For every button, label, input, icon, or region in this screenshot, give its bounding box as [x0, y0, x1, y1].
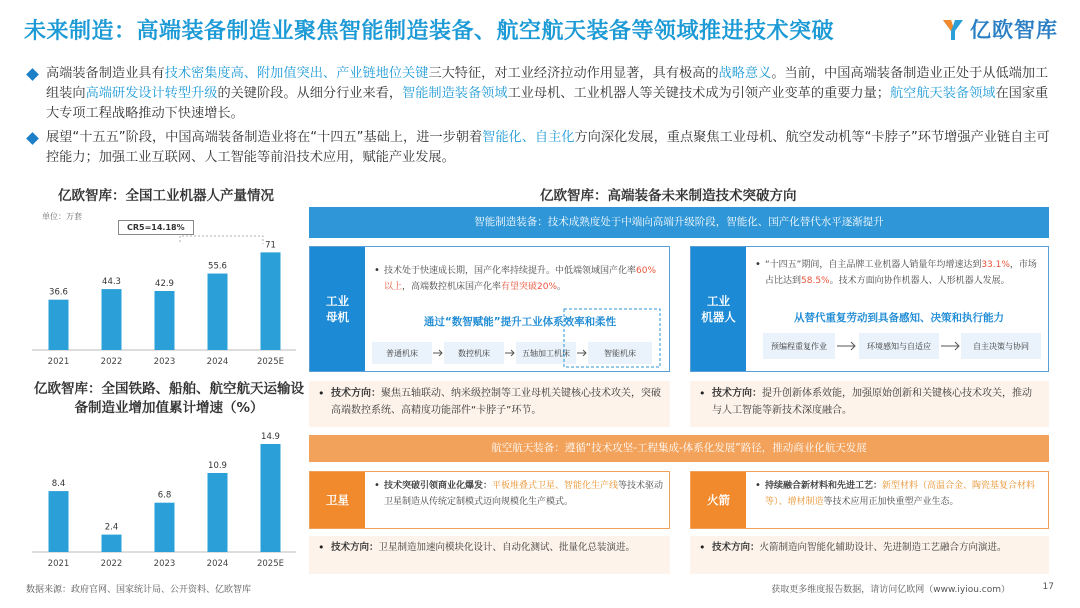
desc-text: ，市场占比达到: [765, 260, 1037, 286]
industrial-robot-desc: [753, 257, 1043, 289]
industrial-robot-label: [691, 247, 746, 371]
machine-arrows: [370, 305, 670, 371]
step-cnc-machine: 数控机床: [444, 342, 504, 364]
step-preprogrammed: 预编程重复作业: [763, 333, 835, 359]
data-label: 55.6: [208, 261, 227, 272]
machine-tool-subhead: 通过“数智赋能”提升工业体系效率和柔性: [423, 316, 617, 328]
step-smart-machine: 智能机床: [588, 342, 652, 364]
satellite-card: [309, 471, 670, 529]
rocket-card: [690, 471, 1049, 529]
industrial-robot-direction: [690, 381, 1049, 427]
page-title: 未来制造：高端装备制造业聚焦智能制造装备、航空航天装备等领域推进技术突破: [24, 19, 835, 44]
cr5-annotation: CR5=14.18%: [118, 220, 194, 235]
body-text: 展望“十五五”阶段，中国高端装备制造业将在“十四五”基础上，进一步朝着: [46, 130, 483, 145]
bullet-text: [46, 66, 1048, 121]
body-text: 在国家重大专项工程战略推动下快速增长。: [46, 86, 1049, 121]
highlight-text: 高端研发设计转型升级: [85, 86, 218, 101]
body-text: 。当前，中国高端装备制造业正处于从低端加工组装向: [46, 66, 1049, 101]
data-label: 42.9: [155, 279, 174, 290]
right-heading: 亿欧智库：高端装备未来制造技术突破方向: [540, 188, 797, 204]
bullet-dot-icon: •: [318, 387, 325, 400]
intro-bullets: [26, 64, 1058, 172]
bullet-dot-icon: •: [699, 387, 706, 400]
brand-logo: [940, 14, 1058, 44]
desc-text: 等技术应用正加快重塑产业生态。: [823, 497, 959, 507]
label-line: 工业: [707, 294, 730, 308]
robot-output-chart: [26, 232, 296, 372]
diamond-bullet-icon: [26, 68, 39, 81]
direction-label: 技术方向：: [331, 542, 379, 553]
diamond-bullet-icon: [26, 132, 39, 145]
desc-text: 技术处于快速成长期，国产化率持续提升。中低端领域国产化率: [384, 266, 637, 276]
desc-text: “十四五”期间，自主品牌工业机器人销量年均增速达到: [765, 260, 982, 270]
transport-growth-chart: [26, 420, 296, 575]
data-label: 44.3: [102, 277, 121, 288]
desc-text: 。技术方面向协作机器人、人形机器人发展。: [829, 276, 1010, 286]
direction-text: 提升创新体系效能，加强原始创新和关键核心技术攻关，推动与人工智能等新技术深度融合。: [712, 388, 1032, 416]
step-perception: 环境感知与自适应: [859, 333, 939, 359]
desc-text: 。: [557, 282, 567, 292]
machine-tool-label: [310, 247, 365, 371]
rocket-direction: [690, 536, 1049, 574]
step-autonomous: 自主决策与协同: [961, 333, 1041, 359]
machine-tool-direction: [309, 381, 670, 427]
body-text: 方向深化发展，重点聚焦工业母机、航空发动机等“卡脖子”环节增强产业链自主可控能力；加强工业互联网、人工智能等前沿技术应用，赋能产业发展。: [46, 130, 1050, 165]
data-label: 71: [265, 240, 276, 251]
chart1-heading: 亿欧智库：全国工业机器人产量情况: [58, 188, 274, 204]
desc-highlight: 60%以上: [384, 266, 657, 292]
highlight-text: 航空航天装备领域: [890, 86, 996, 101]
bar: [102, 289, 122, 350]
bar: [49, 300, 69, 350]
body-text: 的关键阶段。从细分行业来看，: [217, 86, 403, 101]
bar: [208, 473, 228, 552]
bar: [49, 491, 69, 552]
industrial-robot-card: [690, 246, 1049, 372]
rocket-label: 火箭: [691, 472, 746, 528]
x-tick-label: 2025E: [256, 559, 285, 569]
bar: [208, 274, 228, 350]
data-label: 6.8: [157, 490, 172, 501]
smart-equipment-banner: 智能制造装备：技术成熟度处于中端向高端升级阶段，智能化、国产化替代水平逐渐提升: [309, 207, 1049, 238]
highlight-text: 技术密集度高、附加值突出、产业链地位关键: [164, 66, 429, 81]
contact-line: 获取更多维度报告数据，请访问亿欧网（www.iyiou.com）: [771, 585, 1010, 595]
robot-arrows: [751, 333, 1051, 359]
bar: [102, 535, 122, 552]
desc-highlight: 新型材料（高温合金、陶瓷基复合材料等）、增材制造: [765, 481, 1036, 507]
bar: [261, 444, 281, 552]
x-tick-label: 2021: [47, 357, 70, 367]
satellite-desc: [372, 478, 664, 510]
machine-tool-card: [309, 246, 670, 372]
page-number: 17: [1042, 582, 1054, 592]
body-text: 工业母机、工业机器人等关键技术成为引领产业变革的重要力量；: [507, 86, 890, 101]
desc-text: ，高端数控机床国产化率: [402, 282, 502, 292]
data-label: 8.4: [51, 479, 66, 490]
desc-text: 等技术驱动卫星制造从传统定制模式迈向规模化生产模式。: [384, 481, 664, 507]
data-label: 36.6: [49, 287, 68, 298]
body-text: 三大特征，对工业经济拉动作用显著，具有极高的: [428, 66, 719, 81]
bullet-1: [26, 64, 1058, 124]
data-label: 10.9: [208, 460, 227, 471]
bullet-dot-icon: •: [699, 541, 706, 554]
data-label: 14.9: [261, 431, 280, 442]
desc-highlight: 33.1%: [981, 260, 1010, 270]
machine-tool-desc: [372, 263, 662, 295]
bar: [261, 252, 281, 350]
aerospace-banner: 航空航天装备：遵循“技术攻坚-工程集成-体系化发展”路径，推动商业化航天发展: [309, 435, 1049, 462]
logo-icon: [940, 16, 966, 42]
x-tick-label: 2021: [47, 559, 70, 569]
desc-highlight: 有望突破20%: [501, 282, 558, 292]
x-tick-label: 2023: [153, 357, 176, 367]
bullet-dot-icon: •: [374, 265, 380, 276]
x-tick-label: 2023: [153, 559, 176, 569]
x-tick-label: 2024: [206, 357, 229, 367]
highlight-text: 战略意义: [718, 66, 772, 81]
bullet-text: [46, 130, 1050, 165]
x-tick-label: 2022: [100, 357, 123, 367]
label-line: 母机: [326, 310, 349, 324]
step-five-axis-machine: 五轴加工机床: [516, 342, 576, 364]
desc-bold: 技术突破引领商业化爆发：: [384, 481, 493, 491]
highlight-text: 智能化、自主化: [482, 130, 575, 145]
satellite-direction: [309, 536, 670, 574]
desc-highlight: 平板堆叠式卫星、智能化生产线: [492, 481, 619, 491]
rocket-desc: [753, 478, 1043, 510]
industrial-robot-subhead: 从替代重复劳动到具备感知、决策和执行能力: [794, 312, 1004, 324]
bullet-2: [26, 128, 1058, 168]
direction-label: 技术方向：: [712, 542, 760, 553]
bar: [155, 291, 175, 350]
bar: [155, 503, 175, 552]
direction-text: 聚焦五轴联动、纳米级控制等工业母机关键核心技术攻关，突破高端数控系统、高精度功能部件“卡脖子”环节。: [331, 388, 661, 416]
chart1-unit: 单位：万套: [42, 212, 82, 221]
chart2-heading: 亿欧智库：全国铁路、船舶、航空航天运输设备制造业增加值累计增速（%）: [34, 381, 304, 416]
cr-bracket: [180, 236, 263, 244]
data-source: 数据来源：政府官网、国家统计局、公开资料、亿欧智库: [26, 585, 252, 595]
step-ordinary-machine: 普通机床: [372, 342, 432, 364]
direction-text: 火箭制造向智能化辅助设计、先进制造工艺融合方向演进。: [759, 542, 1007, 553]
logo-name: 亿欧智库: [970, 18, 1058, 42]
desc-highlight: 58.5%: [801, 276, 830, 286]
direction-text: 卫星制造加速向模块化设计、自动化测试、批量化总装演进。: [378, 542, 636, 553]
bullet-dot-icon: •: [318, 541, 325, 554]
data-label: 2.4: [104, 522, 119, 533]
direction-label: 技术方向：: [712, 388, 762, 399]
x-tick-label: 2022: [100, 559, 123, 569]
desc-bold: 持续融合新材料和先进工艺：: [765, 481, 883, 491]
body-text: 高端装备制造业具有: [46, 66, 165, 81]
satellite-label: 卫星: [310, 472, 365, 528]
highlight-text: 智能制造装备领域: [402, 86, 508, 101]
bullet-dot-icon: •: [755, 480, 761, 491]
bullet-dot-icon: •: [374, 480, 380, 491]
label-line: 工业: [326, 294, 349, 308]
direction-label: 技术方向：: [331, 388, 381, 399]
x-tick-label: 2025E: [256, 357, 285, 367]
label-line: 机器人: [701, 310, 736, 324]
bullet-dot-icon: •: [755, 259, 761, 270]
x-tick-label: 2024: [206, 559, 229, 569]
